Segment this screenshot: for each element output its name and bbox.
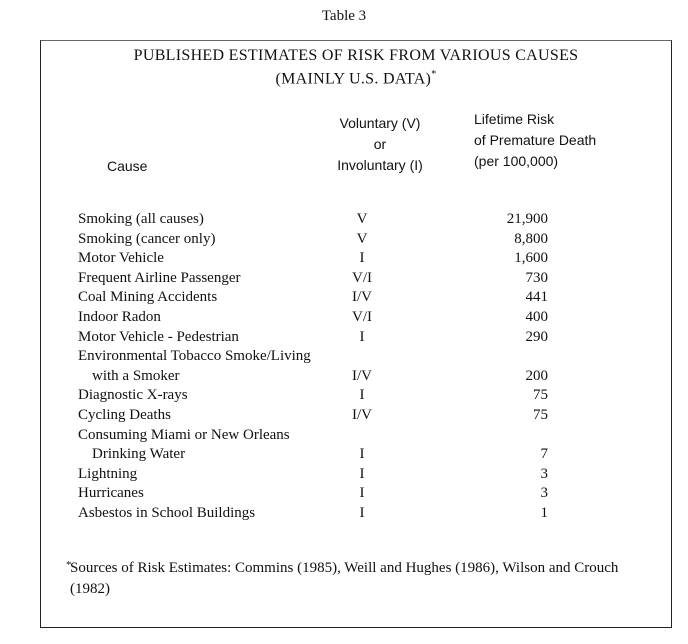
cell-cause: Motor Vehicle - Pedestrian [78, 328, 239, 345]
cell-cause: Frequent Airline Passenger [78, 269, 241, 286]
table-row [78, 288, 598, 308]
table-row [78, 347, 598, 367]
cell-cause: Motor Vehicle [78, 250, 164, 267]
cell-voluntary: I/V [352, 406, 372, 423]
table-row [78, 328, 598, 348]
cell-cause: Smoking (all causes) [78, 211, 204, 227]
cell-cause: Cycling Deaths [78, 406, 171, 423]
cell-cause: Hurricanes [78, 485, 144, 502]
table-row [78, 406, 598, 426]
cell-risk: 7 [540, 446, 548, 463]
cell-cause: with a Smoker [92, 367, 180, 384]
cell-risk: 75 [533, 387, 548, 404]
table-title-line1: PUBLISHED ESTIMATES OF RISK FROM VARIOUS CAUSES [133, 47, 579, 64]
header-voluntary-line1: Voluntary (V) [339, 115, 421, 131]
cell-voluntary: I/V [352, 289, 372, 306]
table-row [78, 269, 598, 289]
cell-voluntary: I/V [352, 367, 372, 384]
header-risk-line1: Lifetime Risk [474, 111, 555, 127]
header-cause: Cause [107, 158, 148, 174]
cell-risk: 21,900 [506, 211, 548, 227]
table-row [78, 367, 598, 387]
cell-risk: 75 [533, 406, 548, 423]
cell-cause: Environmental Tobacco Smoke/Living [78, 348, 311, 365]
cell-voluntary: I [359, 387, 365, 404]
cell-risk: 290 [525, 328, 548, 345]
header-voluntary-line2: or [373, 136, 387, 152]
table-row [78, 230, 598, 250]
cell-risk: 730 [525, 269, 548, 286]
footnote-text: Sources of Risk Estimates: Commins (1985), Weill and Hughes (1986), Wilson and Crouch (1982) [70, 560, 619, 597]
table-label: Table 3 [321, 8, 367, 24]
cell-voluntary: V/I [352, 269, 372, 286]
cell-voluntary: V [356, 230, 368, 247]
header-risk-line2: of Premature Death [474, 132, 597, 148]
cell-risk: 441 [525, 289, 548, 306]
cell-cause: Drinking Water [92, 446, 186, 463]
cell-cause: Lightning [78, 465, 138, 482]
table-row [78, 504, 598, 524]
table-row [78, 308, 598, 328]
cell-cause: Diagnostic X-rays [78, 387, 188, 404]
cell-voluntary: I [359, 250, 365, 267]
footnote-asterisk: * [66, 559, 72, 571]
title-asterisk: * [431, 69, 437, 80]
cell-cause: Coal Mining Accidents [78, 289, 218, 306]
table-row [78, 465, 598, 485]
header-risk-line3: (per 100,000) [474, 153, 559, 169]
table-title-line2: (MAINLY U.S. DATA) [275, 70, 432, 88]
table-row [78, 426, 598, 446]
footnote [66, 558, 660, 600]
cell-risk: 3 [540, 465, 548, 482]
cell-cause: Indoor Radon [78, 308, 161, 325]
cell-voluntary: I [359, 485, 365, 502]
table-title [40, 47, 672, 65]
cell-risk: 400 [525, 308, 548, 325]
header-voluntary-line3: Involuntary (I) [337, 157, 423, 173]
table-row [78, 386, 598, 406]
table-row [78, 249, 598, 269]
header-voluntary [322, 113, 438, 176]
cell-cause: Smoking (cancer only) [78, 230, 216, 247]
cell-voluntary: I [359, 465, 365, 482]
table-subtitle [40, 69, 672, 88]
cell-voluntary: V [356, 211, 368, 227]
cell-risk: 200 [525, 367, 548, 384]
header-lifetime-risk [474, 109, 596, 172]
cell-risk: 3 [540, 485, 548, 502]
cell-voluntary: V/I [352, 308, 372, 325]
cell-voluntary: I [359, 446, 365, 463]
table-row [78, 210, 598, 230]
cell-voluntary: I [359, 328, 365, 345]
cell-risk: 1,600 [514, 250, 548, 267]
cell-cause: Consuming Miami or New Orleans [78, 426, 290, 443]
cell-risk: 1 [540, 504, 548, 521]
cell-voluntary: I [359, 504, 365, 521]
table-row [78, 445, 598, 465]
cell-cause: Asbestos in School Buildings [78, 504, 256, 521]
cell-risk: 8,800 [514, 230, 548, 247]
table-body [78, 210, 598, 524]
table-row [78, 484, 598, 504]
